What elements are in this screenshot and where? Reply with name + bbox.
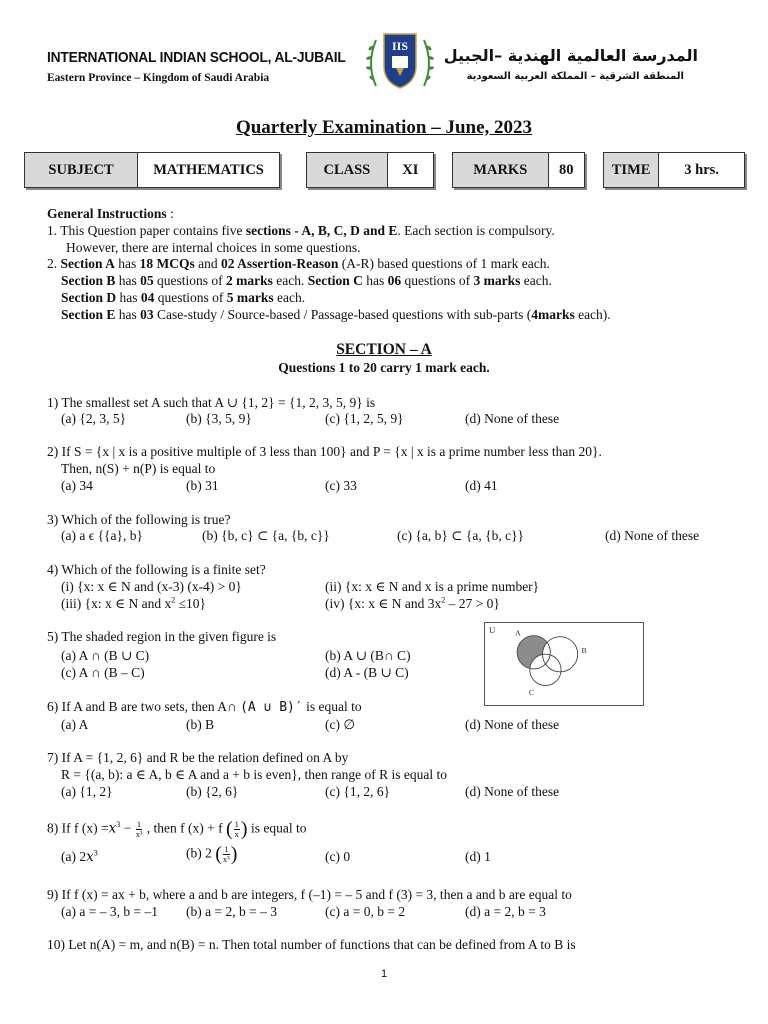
q6-option-d: (d) None of these [465,717,560,732]
venn-label-a: A [515,628,521,638]
q2-option-a: (a) 34 [61,478,93,493]
class-value: XI [402,161,419,178]
time-value: 3 hrs. [684,161,719,178]
q1-option-d: (d) None of these [465,411,560,426]
general-instructions: General Instructions : 1. This Question paper contains five sections - A, B, C, D and E. Each section is compulsory. However, there are internal choices in some questions. 2. Section A has 18 MCQs and 02 Assertion-Reason (A-R) based questions of 1 mark each. Section B has 05 questions of 2 marks each. Section C has 06 questions of 3 marks each. Section D has 04 questions of 5 marks each. Section E has 03 Case-study / Source-based / Passage-based questions with sub-parts (4marks each). [47,206,611,322]
time-box [603,152,745,188]
q7-option-d: (d) None of these [465,784,560,799]
subject-box [24,152,280,188]
q3-option-a: (a) a ϵ {{a}, b} [61,528,143,543]
venn-label-u: U [488,625,496,635]
q7-option-c: (c) {1, 2, 6} [325,784,391,799]
q1-option-b: (b) {3, 5, 9} [186,411,252,426]
question-7-stem-cont: R = {(a, b): a ∈ A, b ∈ A and a + b is even}, then range of R is equal to [61,767,447,782]
class-label: CLASS [307,153,388,187]
q1-option-c: (c) {1, 2, 5, 9} [325,411,404,426]
school-location-english: Eastern Province – Kingdom of Saudi Arabia [47,72,270,84]
q3-option-b: (b) {b, c} ⊂ {a, {b, c}} [202,528,330,543]
venn-label-b: B [581,646,587,656]
q5-option-b: (b) A ∪ (B∩ C) [325,648,411,663]
q5-option-c: (c) A ∩ (B – C) [61,665,145,680]
q8-option-a: (a) $2x^3$ [61,848,98,865]
q7-option-a: (a) {1, 2} [61,784,113,799]
q9-option-b: (b) a = 2, b = – 3 [186,904,277,919]
q5-option-d: (d) A - (B ∪ C) [325,665,409,680]
q8-option-c: (c) 0 [325,849,351,864]
school-logo [362,26,438,94]
school-location-arabic: المنطقة الشرقية – المملكة العربية السعودية [466,71,684,82]
question-1-stem: 1) The smallest set A such that A ∪ {1, 2} = {1, 2, 3, 5, 9} is [47,395,376,410]
question-10-stem: 10) Let n(A) = m, and n(B) = n. Then total number of functions that can be defined from A to B is [47,937,576,952]
q4-option-i: (i) {x: x ∈ N and (x-3) (x-4) > 0} [61,579,242,594]
q8-option-b: (b) 2 ( $\frac{1}{\text{x³}}$ ) [186,843,238,865]
venn-label-c: C [528,688,535,698]
q9-option-a: (a) a = – 3, b = –1 [61,904,158,919]
q3-option-d: (d) None of these [605,528,700,543]
q9-option-d: (d) a = 2, b = 3 [465,904,546,919]
q4-option-ii: (ii) {x: x ∈ N and x is a prime number} [325,579,540,594]
q4-option-iii: (iii) {x: x ∈ N and $x^2 \le 10$} [61,595,206,611]
question-2-stem-cont: Then, n(S) + n(P) is equal to [61,461,216,476]
logo-text: IIS [391,39,409,53]
question-7-stem: 7) If A = {1, 2, 6} and R be the relation defined on A by [47,750,349,765]
section-title: SECTION – A [336,341,432,358]
page-number: 1 [380,968,388,980]
q2-option-d: (d) 41 [465,478,498,493]
q7-option-b: (b) {2, 6} [186,784,239,799]
q9-option-c: (c) a = 0, b = 2 [325,904,406,919]
marks-label: MARKS [453,153,549,187]
q6-option-b: (b) B [186,717,215,732]
subject-label: SUBJECT [25,153,138,187]
question-3-stem: 3) Which of the following is true? [47,512,231,527]
q8-option-d: (d) 1 [465,849,491,864]
q5-option-a: (a) A ∩ (B ∪ C) [61,648,150,663]
q2-option-b: (b) 31 [186,478,219,493]
marks-value: 80 [559,161,574,178]
q6-option-c: (c) ∅ [325,717,356,732]
q6-option-a: (a) A [61,717,89,732]
subject-value: MATHEMATICS [153,161,264,178]
question-2-stem: 2) If S = {x | x is a positive multiple of 3 less than 100} and P = {x | x is a prime number less than 20}. [47,444,602,459]
exam-title: Quarterly Examination – June, 2023 [235,117,533,138]
question-6-stem: 6) If A and B are two sets, then A∩ (A ∪ B)′ is equal to [47,699,362,715]
q2-option-c: (c) 33 [325,478,357,493]
q4-option-iv: (iv) {x: x ∈ N and $3x^2 - 27 > 0$} [325,595,500,611]
instructions-heading: General Instructions [47,206,167,221]
marks-box [452,152,585,188]
venn-diagram [484,622,644,706]
school-name-english: INTERNATIONAL INDIAN SCHOOL, AL-JUBAIL [47,49,346,66]
section-subtitle: Questions 1 to 20 carry 1 mark each. [278,360,490,375]
q1-option-a: (a) {2, 3, 5} [61,411,127,426]
q3-option-c: (c) {a, b} ⊂ {a, {b, c}} [397,528,525,543]
school-name-arabic: المدرسة العالمية الهندية –الجبيل [443,46,698,65]
question-8-stem: 8) If f $(x) =x^3$ − $\frac{1}{\text{x³}}$ , then f (x) + f ( $\frac{1}{x}$ ) is equal to [47,818,307,840]
question-5-stem: 5) The shaded region in the given figure is [47,629,277,644]
class-box [306,152,434,188]
time-label: TIME [604,153,659,187]
question-4-stem: 4) Which of the following is a finite set? [47,562,266,577]
question-9-stem: 9) If f (x) = ax + b, where a and b are integers, f (–1) = – 5 and f (3) = 3, then a and b are equal to [47,887,572,902]
